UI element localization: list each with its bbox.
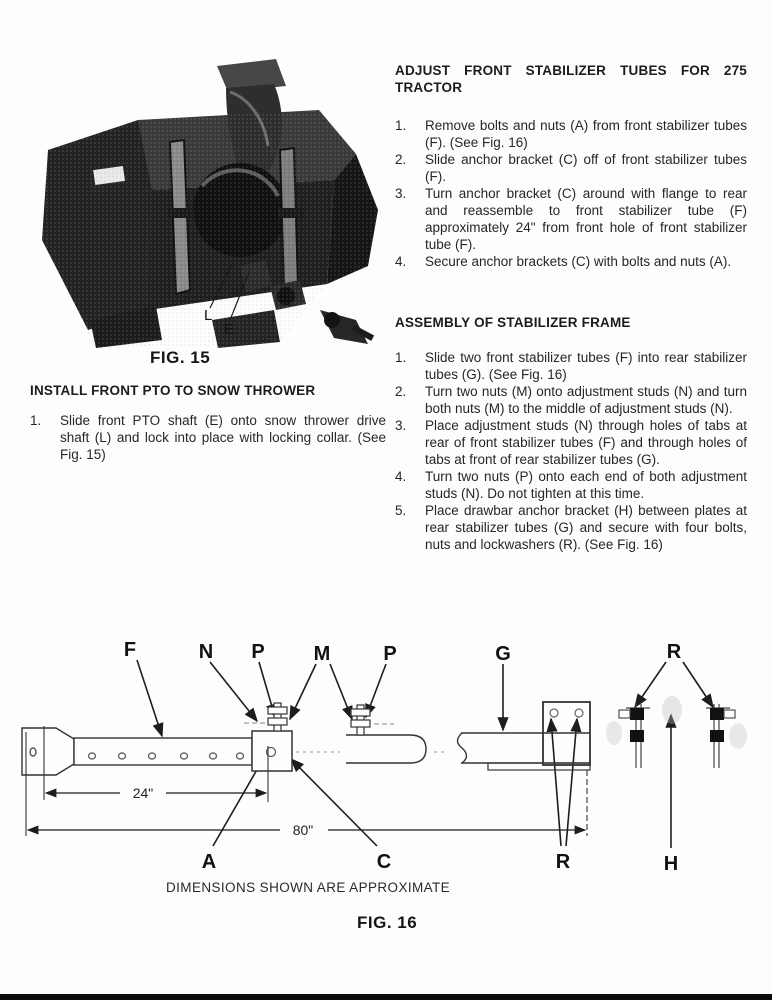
fig15-label-e: E (224, 321, 235, 338)
list-item (395, 417, 747, 468)
install-pto-heading: INSTALL FRONT PTO TO SNOW THROWER (30, 383, 316, 398)
step-text: Turn two nuts (M) onto adjustment studs (N) and turn both nuts (M) to the middle of adjustment studs (N). (425, 384, 747, 416)
assembly-frame-steps (395, 349, 747, 553)
fig16-label-n: N (198, 641, 214, 663)
step-text: Secure anchor brackets (C) with bolts and nuts (A). (425, 254, 732, 269)
fig16-label-f: F (123, 639, 137, 661)
fig16-label-p1: P (251, 641, 265, 663)
list-item (395, 349, 747, 383)
step-number: 5. (395, 503, 407, 518)
fig16-diagram (0, 618, 772, 880)
list-item (395, 383, 747, 417)
step-text: Remove bolts and nuts (A) from front stabilizer tubes (F). (See Fig. 16) (425, 118, 747, 150)
fig15-label-l: L (204, 307, 213, 324)
list-item (395, 151, 747, 185)
fig16-label-r-bottom: R (555, 851, 571, 873)
rear-stabilizer-tube (458, 702, 591, 770)
step-number: 2. (395, 152, 407, 167)
front-stabilizer-tube (22, 728, 252, 775)
fig16-label-m: M (313, 643, 331, 665)
list-item (395, 253, 747, 270)
step-number: 2. (395, 384, 407, 399)
step-number: 1. (395, 350, 407, 365)
fig16-label-c: C (376, 851, 392, 873)
step-text: Place drawbar anchor bracket (H) between plates at rear stabilizer tubes (G) and secure with four bolts, nuts and lockwashers (R). (See Fig. 16) (425, 503, 747, 552)
fig16-label-a: A (201, 851, 217, 873)
step-number: 3. (395, 186, 407, 201)
step-number: 4. (395, 254, 407, 269)
fig16-label-h: H (663, 853, 679, 875)
step-number: 1. (395, 118, 407, 133)
step-text: Slide anchor bracket (C) off of front stabilizer tubes (F). (425, 152, 747, 184)
adjust-tubes-heading: ADJUST FRONT STABILIZER TUBES FOR 275 TRACTOR (395, 63, 747, 95)
list-item (395, 117, 747, 151)
list-item (395, 502, 747, 553)
step-number: 1. (30, 413, 42, 428)
fig16-dim-24-label: 24" (132, 785, 154, 801)
step-text: Turn anchor bracket (C) around with flange to rear and reassemble to front stabilizer tube (F) approximately 24" from front hole of front stabilizer tube (F). (425, 186, 747, 252)
fig15-caption: FIG. 15 (150, 348, 211, 367)
list-item (30, 412, 386, 463)
step-number: 4. (395, 469, 407, 484)
step-number: 3. (395, 418, 407, 433)
assembly-frame-heading: ASSEMBLY OF STABILIZER FRAME (395, 315, 631, 330)
install-pto-steps (30, 412, 386, 463)
fig16-caption: FIG. 16 (357, 913, 418, 932)
fig16-label-p2: P (383, 643, 397, 665)
fig16-label-r-top: R (666, 641, 682, 663)
fig15-photo (34, 58, 390, 350)
step-text: Place adjustment studs (N) through holes of tabs at rear of front stabilizer tubes (F) and through holes of tabs at front of rear stabilizer tubes (G). (425, 418, 747, 467)
fig16-dim-80-label: 80" (292, 822, 314, 838)
fig16-leader-arrows (137, 660, 713, 736)
step-text: Slide two front stabilizer tubes (F) into rear stabilizer tubes (G). (See Fig. 16) (425, 350, 747, 382)
step-text: Slide front PTO shaft (E) onto snow thrower drive shaft (L) and lock into place with locking collar. (See Fig. 15) (60, 413, 386, 462)
drawbar-anchor-bracket (606, 696, 747, 768)
fig16-label-g: G (495, 643, 511, 665)
list-item (395, 468, 747, 502)
list-item (395, 185, 747, 253)
dimensions-note: DIMENSIONS SHOWN ARE APPROXIMATE (166, 880, 451, 895)
scan-edge-artifact (0, 994, 772, 1000)
adjust-tubes-steps (395, 117, 747, 270)
second-tube-and-stud (346, 705, 448, 763)
step-text: Turn two nuts (P) onto each end of both adjustment studs (N). Do not tighten at this time. (425, 469, 747, 501)
